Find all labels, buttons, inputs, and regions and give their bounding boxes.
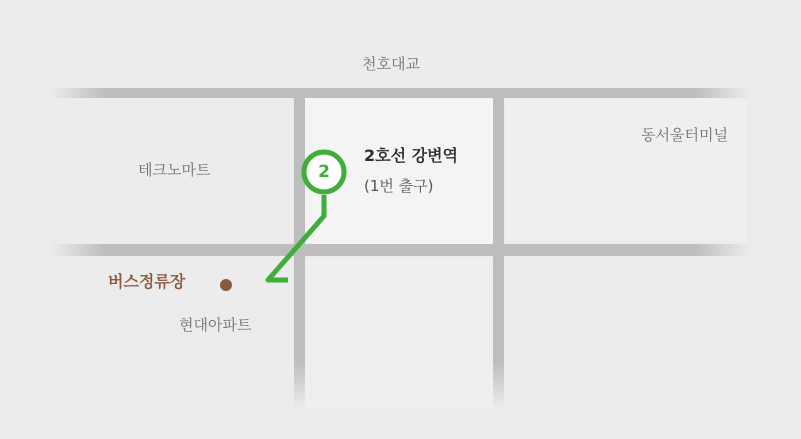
block-terminal <box>506 98 746 241</box>
bus-stop-marker <box>220 279 232 291</box>
exit-number-label: 2 <box>318 162 330 182</box>
road-west-vertical <box>294 98 305 408</box>
station-name-label: 2호선 강변역 <box>364 146 458 165</box>
block-south <box>304 258 494 408</box>
road-east-vertical <box>493 98 504 408</box>
road-middle <box>50 244 750 256</box>
bus-stop-label: 버스정류장 <box>108 272 186 291</box>
bridge-label: 천호대교 <box>362 55 420 73</box>
east-terminal-label: 동서울터미널 <box>641 126 728 144</box>
hyundai-apt-label: 현대아파트 <box>179 316 252 334</box>
techno-mart-label: 테크노마트 <box>138 161 211 179</box>
road-north <box>50 88 750 98</box>
station-exit-label: (1번 출구) <box>364 177 434 195</box>
